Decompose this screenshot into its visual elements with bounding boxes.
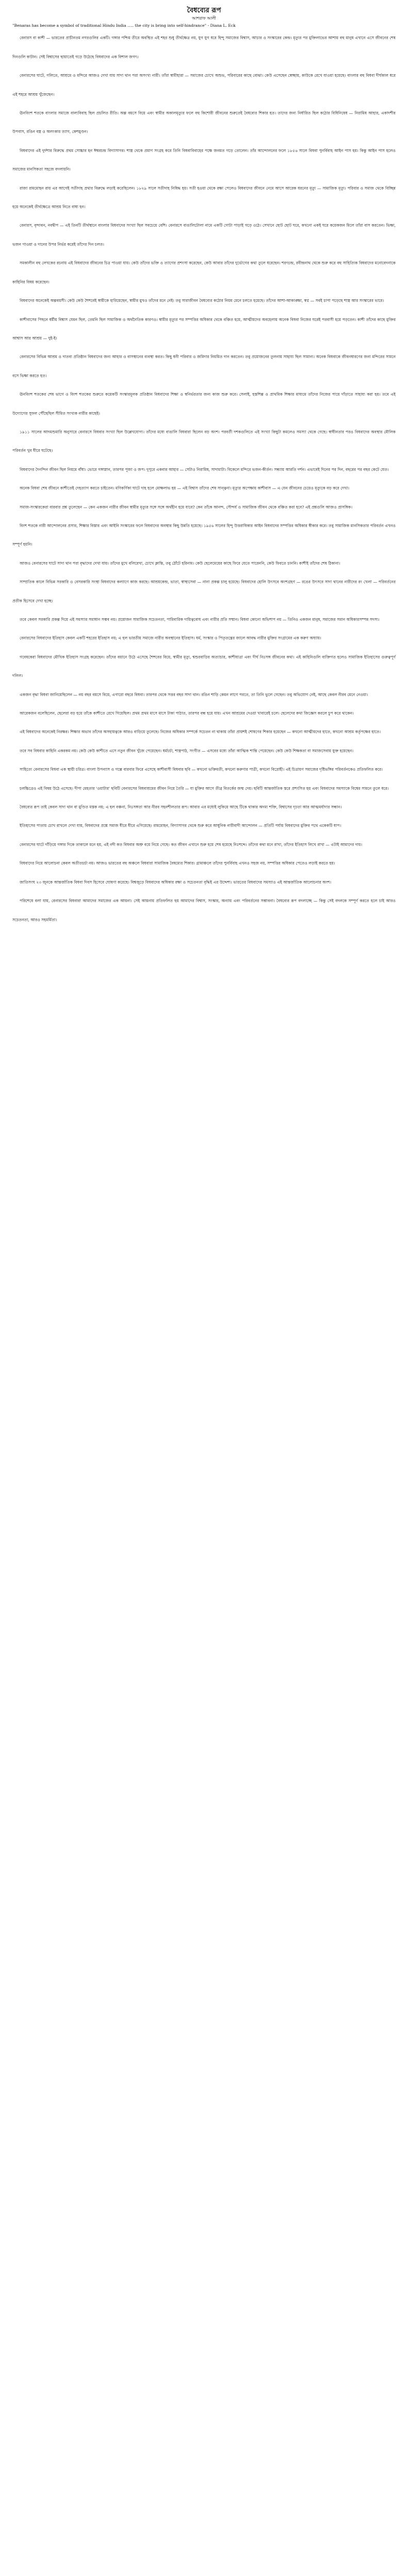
body-paragraph: বিধবাদের এই দুর্দশার বিরুদ্ধে প্রথম সোচ্চার হন ঈশ্বরচন্দ্র বিদ্যাসাগর। শাস্ত্র থেকে প্রমাণ সংগ্রহ করে তিনি বিধবাবিবাহের পক্ষে জনমত গড়ে তোলেন। তাঁর আন্দোলনের ফলে ১৮৫৬ সালে বিধবা পুনর্বিবাহ আইন পাস হয়। কিন্তু আইন পাস হলেও সমাজের মানসিকতা সহজে বদলায়নি।: [12, 148, 396, 172]
body-paragraph: সাম্প্রতিক কালে বিভিন্ন সরকারি ও বেসরকারি সংস্থা বিধবাদের কল্যাণে কাজ করছে। আশ্রয়কেন্দ্র, ভাতা, স্বাস্থ্যসেবা — নানা প্রকল্প চালু হয়েছে। বিধবাদের হোলি উৎসবে অংশগ্রহণ — রঙের উৎসবে সাদা থানের নারীদের রং খেলা — পরিবর্তনের প্রতীক হিসেবে দেখা হচ্ছে।: [12, 580, 396, 603]
body-paragraph: সমকালীন বহু লেখকের রচনায় এই বিধবাদের জীবনের চিত্র পাওয়া যায়। কেউ তাঁদের ভক্তি ও ত্যাগের প্রশংসা করেছেন, কেউ আবার তাঁদের দুর্ভোগের কথা তুলে ধরেছেন। শরৎচন্দ্র, রবীন্দ্রনাথ থেকে শুরু করে বহু সাহিত্যিক বিধবাদের মনোবেদনাকে কাহিনির বিষয় করেছেন।: [12, 261, 396, 284]
body-paragraph: চলচ্চিত্রেও এই বিষয় উঠে এসেছে। দীপা মেহতার 'ওয়াটার' ছবিটি বেনারসের বিধবাশ্রমের জীবন নিয়ে তৈরি — যা মুক্তির আগে তীব্র বিতর্কের জন্ম দেয়। ছবিটি আন্তর্জাতিক স্তরে প্রশংসিত হয় এবং বিধবাদের সমস্যাকে বিশ্বের সামনে তুলে ধরে।: [20, 786, 389, 791]
document-author: আশরাফ আলী: [192, 16, 216, 21]
body-paragraph: জাতিসংঘ ২৩ জুনকে আন্তর্জাতিক বিধবা দিবস হিসেবে ঘোষণা করেছে। বিশ্বজুড়ে বিধবাদের অধিকার রক্ষা ও সচেতনতা বৃদ্ধিই এর উদ্দেশ্য। ভারতের বিধবাদের সমস্যাও এই আন্তর্জাতিক আলোচনার অংশ।: [20, 879, 332, 885]
body-paragraph: বেনারসের বিধবাদের ইতিহাস কেবল একটি শহরের ইতিহাস নয়; এ হল ভারতীয় সমাজে নারীর অবস্থানের ইতিহাস। ধর্ম, সংস্কার ও পিতৃতন্ত্রের জালে আবদ্ধ নারীর মুক্তির সংগ্রামের এক করুণ অধ্যায়।: [20, 636, 321, 641]
body-paragraph: বিংশ শতকে নারী আন্দোলনের প্রসার, শিক্ষার বিস্তার এবং আইনি সংস্কারের ফলে বিধবাদের অবস্থার কিছু উন্নতি হয়েছে। ১৯৫৬ সালের হিন্দু উত্তরাধিকার আইন বিধবাদের সম্পত্তির অধিকার স্বীকার করে। তবু সামাজিক মানসিকতার পরিবর্তন এখনও সম্পূর্ণ হয়নি।: [12, 523, 396, 547]
body-paragraph: বৈধব্যের রূপ তাই কেবল সাদা থান বা মুণ্ডিত মস্তক নয়; এ হল বঞ্চনা, নিঃসঙ্গতা আর নীরব সহনশীলতার রূপ। আবার এর মধ্যেই লুকিয়ে আছে টিকে থাকার অদম্য শক্তি, বিশ্বাসের দৃঢ়তা আর আত্মমর্যাদার সন্ধান।: [20, 805, 342, 810]
body-paragraph: কাশীবাসের পিছনে ধর্মীয় বিশ্বাস যেমন ছিল, তেমনি ছিল সামাজিক ও অর্থনৈতিক কারণও। স্বামীর মৃত্যুর পর সম্পত্তির অধিকার থেকে বঞ্চিত হয়ে, আত্মীয়দের অবহেলায় অনেক বিধবা নিজের ঘরেই পরবাসী হয়ে পড়তেন। কাশী তাঁদের কাছে মুক্তির আশ্বাস আর আশ্রয় — দুই-ই।: [12, 317, 396, 341]
document-body: [12, 29, 396, 929]
body-paragraph: বেনারসের ঘাটে দাঁড়িয়ে গঙ্গার দিকে তাকালে মনে হয়, এই নদী কত বিধবার অশ্রু বয়ে নিয়ে গেছে। কত জীবন এখানে শুরু হয়ে শেষ হয়েছে নিঃশব্দে। তাঁদের কথা মনে রাখা, তাঁদের ইতিহাস লিখে রাখা — এটাই আমাদের দায়।: [20, 842, 363, 847]
body-paragraph: বেনারসের বিভিন্ন আশ্রম ও দাতব্য প্রতিষ্ঠান বিধবাদের জন্য আহার ও বাসস্থানের ব্যবস্থা করত। কিছু ধনী পরিবার ও জমিদার নিয়মিত দান করতেন। তবু প্রয়োজনের তুলনায় সাহায্য ছিল সামান্য। অনেক বিধবাকে জীবনধারণের জন্য মন্দিরের সামনে বসে ভিক্ষা করতে হত।: [12, 354, 396, 378]
body-paragraph: এই বিধবাদের অনেকেই নিরক্ষর। শিক্ষার অভাব তাঁদের অসহায়ত্বকে আরও বাড়িয়ে তুলেছে। নিজের অধিকার সম্পর্কে সচেতন না থাকায় তাঁরা প্রায়শই শোষণের শিকার হয়েছেন — কখনো আত্মীয়দের হাতে, কখনো আশ্রম কর্তৃপক্ষের হাতে।: [20, 730, 381, 735]
body-paragraph: পরিশেষে বলা যায়, বেনারসের বিধবারা আমাদের সমাজের এক আয়না। সেই আয়নায় প্রতিফলিত হয় আমাদের বিশ্বাস, সংস্কার, অন্যায় এবং পরিবর্তনের সম্ভাবনা। বৈধব্যের রূপ বদলাচ্ছে — কিন্তু সেই বদলকে সম্পূর্ণ করতে হলে চাই আরও সচেতনতা, আরও সহমর্মিতা।: [12, 899, 396, 922]
body-paragraph: ঊনবিংশ শতকের শেষ ভাগে ও বিংশ শতকের শুরুতে কয়েকটি সংস্কারমূলক প্রতিষ্ঠান বিধবাদের শিক্ষা ও স্বনির্ভরতার জন্য কাজ শুরু করে। সেলাই, হস্তশিল্প ও প্রাথমিক শিক্ষার মাধ্যমে তাঁদের নিজের পায়ে দাঁড়াতে সাহায্য করা হয়। তবে এই উদ্যোগের সুফল পৌঁছেছিল সীমিত সংখ্যক নারীর কাছেই।: [12, 392, 396, 416]
body-paragraph: বিধবাদের নিয়ে আলোচনা কেবল অতীতচর্চা নয়। আজও ভারতের বহু অঞ্চলে বিধবারা সামাজিক বৈষম্যের শিকার। গ্রামাঞ্চলে তাঁদের পুনর্বিবাহ এখনও সহজ নয়, সম্পত্তির অধিকার পেতেও লড়াই করতে হয়।: [20, 861, 335, 866]
body-paragraph: বেনারসের ঘাটে, গলিতে, আশ্রমে ও মন্দিরে আজও দেখা যায় সাদা থান পরা অসংখ্য নারী। তাঁরা স্বামীহারা — সমাজের চোখে অশুভ, পরিবারের কাছে বোঝা। কেউ এসেছেন স্বেচ্ছায়, কাউকে রেখে যাওয়া হয়েছে। বাংলার বহু বিধবা দীর্ঘকাল ধরে এই শহরে আশ্রয় খুঁজেছেন।: [12, 73, 396, 97]
body-paragraph: তবে সব বিধবার কাহিনি একরকম নয়। কেউ কেউ কাশীতে এসে নতুন জীবন খুঁজে পেয়েছেন। ধর্মচর্চা, শাস্ত্রপাঠ, সংগীত — এসবের মধ্যে তাঁরা আত্মিক শান্তি পেয়েছেন। কেউ কেউ শিক্ষকতা বা সমাজসেবায় যুক্ত হয়েছেন।: [20, 748, 354, 753]
body-paragraph: একজন বৃদ্ধা বিধবা জানিয়েছিলেন — নয় বছর বয়সে বিয়ে, এগারো বছরে বিধবা। তারপর থেকে সত্তর বছর সাদা থান। রঙিন শাড়ি কেমন লাগে পরতে, তা তিনি ভুলে গেছেন। তবু অভিযোগ নেই, আছে কেবল নীরব মেনে নেওয়া।: [20, 692, 368, 697]
body-paragraph: রাজা রামমোহন রায় এর আগেই সতীদাহ প্রথার বিরুদ্ধে লড়াই করেছিলেন। ১৮২৯ সালে সতীদাহ নিষিদ্ধ হয়। সতী হওয়া থেকে রক্ষা পেলেও বিধবাদের জীবনে নেমে আসে আরেক ধরনের মৃত্যু — সামাজিক মৃত্যু। পরিবার ও সমাজ থেকে বিচ্ছিন্ন হয়ে অনেকেই তীর্থক্ষেত্রে আশ্রয় নিতে বাধ্য হন।: [12, 185, 396, 210]
document-title: বৈধব্যের রূপ: [187, 7, 221, 14]
opening-quote: "Benaras has become a symbol of traditional Hindu India ..... the city is bring into self-hindrance" - Diana L. Eck: [12, 23, 236, 28]
body-paragraph: ঊনবিংশ শতকে বাংলার সমাজে বাল্যবিবাহ ছিল প্রচলিত রীতি। অল্প বয়সে বিয়ে এবং স্বামীর অকালমৃত্যুর ফলে বহু কিশোরী জীবনের শুরুতেই বৈধব্যের শিকার হত। তাদের জন্য নির্ধারিত ছিল কঠোর বিধিনিষেধ — নিরামিষ আহার, একাদশীর উপবাস, রঙিন বস্ত্র ও অলংকার ত্যাগ, কেশমুণ্ডন।: [12, 111, 396, 134]
body-paragraph: ১৯১১ সালের আদমশুমারি অনুসারে বেনারসে বিধবার সংখ্যা ছিল উল্লেখযোগ্য। তাঁদের মধ্যে বাঙালি বিধবারা ছিলেন বড় অংশ। পরবর্তী দশকগুলিতে এই সংখ্যা কিছুটা কমলেও সমস্যা থেকে গেছে। স্বাধীনতার পরও বিধবাদের অবস্থার মৌলিক পরিবর্তন খুব ধীরে ঘটেছে।: [12, 429, 396, 453]
body-paragraph: তবে কেবল সরকারি প্রকল্প দিয়ে এই সমস্যার সমাধান সম্ভব নয়। প্রয়োজন সামাজিক সচেতনতা, পারিবারিক দায়িত্ববোধ এবং নারীর প্রতি সম্মান। বিধবা কোনো অভিশাপ নয় — তিনিও একজন মানুষ, সমাজের সমান অধিকারসম্পন্ন সদস্য।: [20, 617, 380, 622]
body-paragraph: বিধবাদের অনেকেই অল্পবয়সী। কেউ কেউ শৈশবেই স্বামীকে হারিয়েছেন, স্বামীর মুখও তাঁদের মনে নেই। তবু সারাজীবন বৈধব্যের কঠোর নিয়ম মেনে চলতে হয়েছে। তাঁদের আশা-আকাঙ্ক্ষা, স্বপ্ন — সবই চাপা পড়েছে শাস্ত্র আর সংস্কারের ভারে।: [20, 298, 384, 303]
body-paragraph: আরেকজন বলেছিলেন, ছেলেরা বড় হয়ে তাঁকে কাশীতে রেখে গিয়েছিল। প্রথম প্রথম মাসে মাসে টাকা পাঠাত, তারপর বন্ধ হয়ে যায়। এখন আশ্রমের দেওয়া খাবারেই চলে। ছেলেদের কথা জিজ্ঞেস করলে চুপ করে থাকেন।: [20, 711, 354, 716]
body-paragraph: সমাজ-সংস্কারকেরা বারবার প্রশ্ন তুলেছেন — কেন একজন নারীর জীবন স্বামীর মৃত্যুর সঙ্গে সঙ্গে অর্থহীন হয়ে যাবে? কেন তাঁকে আনন্দ, সৌন্দর্য ও সামাজিক জীবন থেকে বঞ্চিত করা হবে? এই প্রশ্নগুলি আজও প্রাসঙ্গিক।: [20, 504, 353, 510]
body-paragraph: অনেক বিধবা শেষ জীবনে কাশীতেই দেহত্যাগ করতে চাইতেন। মণিকর্ণিকা ঘাটে দাহ হলে মোক্ষলাভ হয় — এই বিশ্বাস তাঁদের শেষ সান্ত্বনা। মৃত্যুর অপেক্ষায় কাশীবাস — এ যেন জীবনের চেয়েও মৃত্যুকে বড় করে দেখা।: [20, 486, 350, 491]
body-paragraph: বেনারস, বৃন্দাবন, নবদ্বীপ — এই তিনটি তীর্থস্থানে বাংলার বিধবাদের সংখ্যা ছিল সবচেয়ে বেশি। বেনারসে বাঙালিটোলা নামে একটি গোটা পাড়াই গড়ে ওঠে। সেখানে ছোট ছোট ঘরে, কখনো একই ঘরে কয়েকজন মিলে তাঁরা বাস করতেন। ভিক্ষা, ভজন গাওয়া ও দানের উপর নির্ভর করেই তাঁদের দিন চলত।: [12, 223, 396, 247]
body-paragraph: গবেষকেরা বিধবাদের মৌখিক ইতিহাস সংগ্রহ করেছেন। তাঁদের বয়ানে উঠে এসেছে শৈশবের বিয়ে, স্বামীর মৃত্যু, শ্বশুরবাড়ির অত্যাচার, কাশীযাত্রা এবং দীর্ঘ নিঃসঙ্গ জীবনের কথা। এই কাহিনিগুলি ব্যক্তিগত হলেও সামাজিক ইতিহাসের গুরুত্বপূর্ণ দলিল।: [12, 654, 396, 679]
body-paragraph: ইতিহাসের পাতায় চোখ রাখলে দেখা যায়, বিধবাদের প্রশ্নে সমাজ ধীরে ধীরে এগিয়েছে। রামমোহন, বিদ্যাসাগর থেকে শুরু করে আধুনিক নারীবাদী আন্দোলন — প্রতিটি পর্যায় বিধবাদের মুক্তির পথে একেকটি ধাপ।: [20, 823, 341, 828]
body-paragraph: সাহিত্যে বেনারসের বিধবা এক স্থায়ী চরিত্র। বাংলা উপন্যাস ও গল্পে বারবার ফিরে এসেছে কাশীবাসী বিধবার ছবি — কখনো ভক্তিমতী, কখনো করুণার পাত্রী, কখনো বিদ্রোহী। এই চিত্রায়ণ সমাজের দৃষ্টিভঙ্গির পরিবর্তনকেও প্রতিফলিত করে।: [20, 767, 383, 772]
body-paragraph: বিধবাদের দৈনন্দিন জীবন ছিল নিয়মে বাঁধা। ভোরে গঙ্গাস্নান, তারপর পূজা ও জপ। দুপুরে একবার আহার — সেটাও নিরামিষ, সাদামাটা। বিকেলে মন্দিরে ভজন-কীর্তন। সন্ধ্যায় আরতি দর্শন। এভাবেই দিনের পর দিন, বছরের পর বছর কেটে যেত।: [20, 467, 389, 472]
body-paragraph: আজও বেনারসের ঘাটে সাদা থান পরা বৃদ্ধাদের দেখা যায়। তাঁদের মুখে বলিরেখা, চোখে ক্লান্তি, তবু ঠোঁটে হরিনাম। কেউ ছেলেমেয়ের কাছে ফিরে যেতে পারেননি, কেউ ফিরতে চাননি। কাশীই তাঁদের শেষ ঠিকানা।: [20, 561, 340, 566]
body-paragraph: বেনারস বা কাশী — ভারতের প্রাচীনতম নগরগুলির একটি। গঙ্গার পশ্চিম তীরে অবস্থিত এই শহর শুধু তীর্থক্ষেত্র নয়, যুগ যুগ ধরে হিন্দু সমাজের বিশ্বাস, আচার ও সংস্কারের কেন্দ্র। মৃত্যুর পর মুক্তিলাভের আশায় বহু মানুষ এখানে এসে জীবনের শেষ দিনগুলি কাটান। সেই বিশ্বাসের ছায়াতেই গড়ে উঠেছে বিধবাদের এক বিশাল জগৎ।: [12, 36, 396, 59]
